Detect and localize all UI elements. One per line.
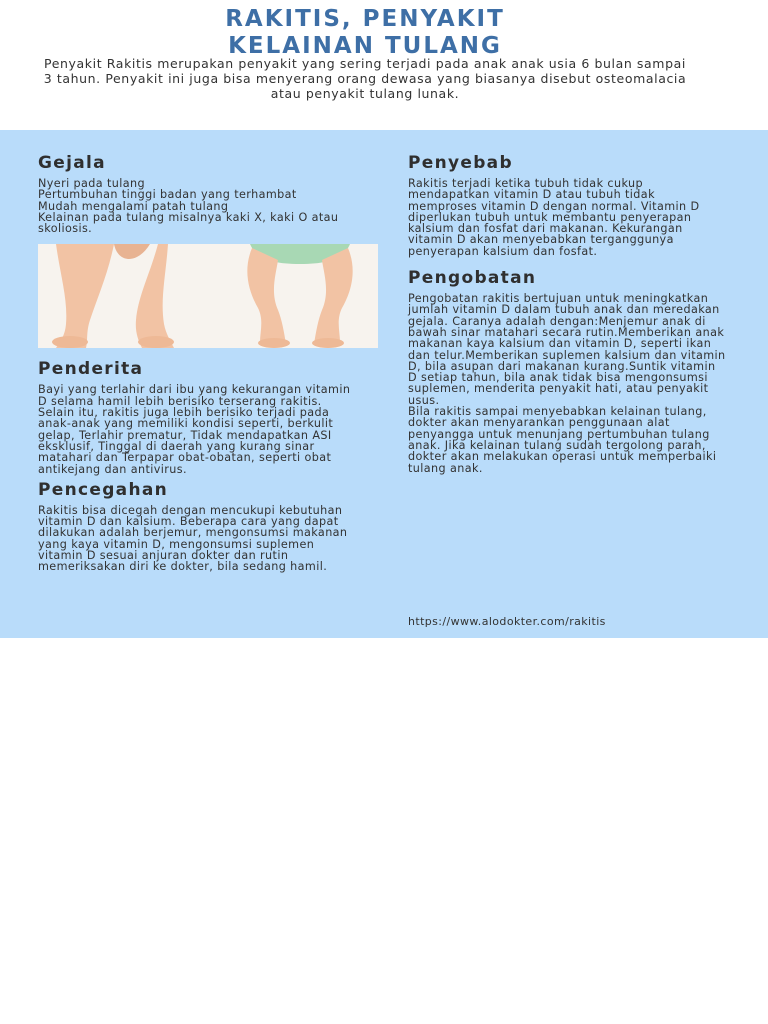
title-line-1: RAKITIS, PENYAKIT	[225, 6, 505, 32]
pengobatan-heading: Pengobatan	[408, 268, 537, 289]
pencegahan-text: Rakitis bisa dicegah dengan mencukupi kebutuhan vitamin D dan kalsium. Beberapa cara yang dapat dilakukan adalah berjemur, mengonsumsi makanan yang kaya vitamin D, mengonsumsi suplemen vitamin D sesuai anjuran dokter dan rutin memeriksakan diri ke dokter, bila sedang hamil.	[38, 503, 348, 574]
ghost-text-right: At 23.5 miles, Chicago's Western Avenue is the world's longest continuous street.	[420, 945, 631, 988]
pengobatan-text: Pengobatan rakitis bertujuan untuk meningkatkan jumlah vitamin D dalam tubuh anak dan meredakan gejala. Caranya adalah dengan:Menjemur anak di bawah sinar matahari secara rutin.Memberikan anak makanan kaya kalsium dan vitamin D, seperti ikan dan telur.Memberikan suplemen kalsium dan vitamin D, bila asupan dari makanan kurang.Suntik vitamin D setiap tahun, bila anak tidak bisa mengonsumsi suplemen, menderita penyakit hati, atau penyakit usus. Bila rakitis sampai menyebabkan kelainan tulang, dokter akan menyarankan penggunaan alat penyangga untuk menunjang pertumbuhan tulang anak. Jika kelainan tulang sudah tergolong parah, dokter akan melakukan operasi untuk memperbaiki tulang anak.	[408, 292, 726, 475]
penyebab-heading: Penyebab	[408, 153, 513, 173]
rickets-legs-illustration	[38, 244, 378, 348]
right-column	[408, 152, 728, 474]
penderita-text: Bayi yang terlahir dari ibu yang kekurangan vitamin D selama hamil lebih berisiko terserang rakitis. Selain itu, rakitis juga lebih berisiko terjadi pada anak-anak yang memiliki kondisi seperti, berkulit gelap, Terlahir prematur, Tidak mendapatkan ASI eksklusif, Tinggal di daerah yang kurang sinar matahari dan Terpapar obat-obatan, seperti obat antikejang dan antivirus.	[38, 383, 351, 476]
source-link[interactable]: https://www.alodokter.com/rakitis	[408, 615, 606, 628]
penderita-section	[38, 358, 356, 474]
gejala-heading: Gejala	[38, 153, 106, 173]
ghost-text-left: One of the largest collections of Impressionist paintings is found at the Art Institute of Chicago.	[113, 867, 337, 910]
page-title	[0, 6, 730, 60]
penyebab-text: Rakitis terjadi ketika tubuh tidak cukup mendapatkan vitamin D atau tubuh tidak memproses vitamin D dengan normal. Vitamin D diperlukan tubuh untuk membantu penyerapan kalsium dan fosfat dari makanan. Kekurangan vitamin D akan menyebabkan terganggunya penyerapan kalsium dan fosfat.	[408, 177, 700, 258]
intro-paragraph: Penyakit Rakitis merupakan penyakit yang sering terjadi pada anak anak usia 6 bulan sampai 3 tahun. Penyakit ini juga bisa menyerang orang dewasa yang biasanya disebut osteomalacia atau penyakit tulang lunak.	[43, 56, 687, 101]
pengobatan-section	[408, 267, 728, 474]
title-line-2: KELAINAN TULANG	[228, 33, 502, 59]
gejala-text: Nyeri pada tulang Pertumbuhan tinggi badan yang terhambat Mudah mengalami patah tulang Kelainan pada tulang misalnya kaki X, kaki O atau skoliosis.	[38, 177, 339, 236]
penyebab-section	[408, 152, 728, 257]
gejala-section	[38, 152, 356, 234]
info-panel	[0, 130, 768, 638]
penderita-heading: Penderita	[38, 359, 144, 380]
pencegahan-section	[38, 479, 356, 573]
left-column	[38, 152, 356, 573]
pencegahan-heading: Pencegahan	[38, 479, 169, 500]
